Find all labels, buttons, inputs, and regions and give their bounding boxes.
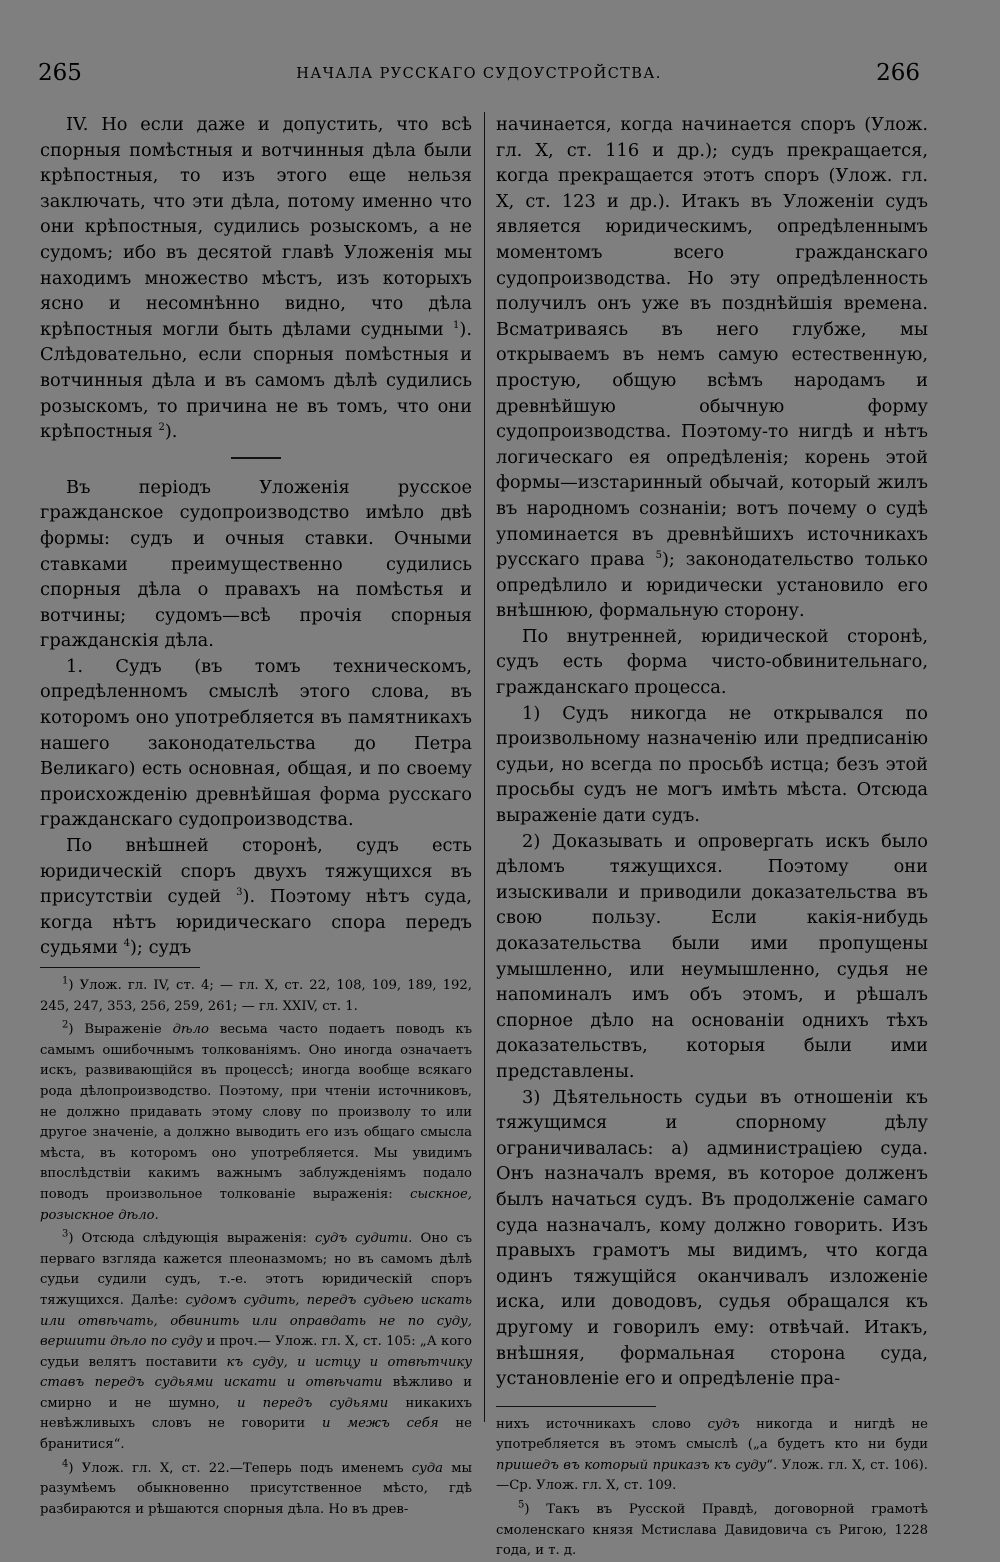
page-number-left: 265: [38, 60, 82, 86]
footnote-ref: 1: [453, 319, 460, 331]
paragraph: 3) Дѣятельность судьи въ отношеніи къ тяжущимся и спорному дѣлу ограничивалась: а) администраціею суда. Онъ назначалъ время, въ которое долженъ былъ начаться судъ. Въ продолженіе самаго суда назначалъ, кому должно говорить. Изъ правыхъ грамотъ мы видимъ, что когда одинъ тяжущійся оканчивалъ изложеніе иска, или доводовъ, судья обращался къ другому и говорилъ ему: отвѣчай. Итакъ, внѣшняя, формальная сторона суда, установленіе его и опредѣленіе пра-: [496, 1086, 928, 1390]
footnote-1: $^1$) Улож. гл. IV, ст. 4; — гл. X, ст. 22, 108, 109, 189, 192, 245, 247, 353, 256, 259, 261; — гл. XXIV, ст. 1.: [40, 975, 472, 1014]
footnote-3: $^3$) Отсюда слѣдующія выраженія: судъ судити. Оно съ перваго взгляда кажется плеоназмомъ; но въ самомъ дѣлѣ судьи судили судъ, т.-е. этотъ юридическій споръ тяжущихся. Далѣе: судомъ судить, передъ судьею искать или отвѣчать, обвинить или оправдать не по суду, вершити дѣло по суду и проч.— Улож. гл. X, ст. 105: „А кого судьи велятъ поставити къ суду, и истцу и отвѣтчику ставъ передъ судьями искати и отвѣчати вѣжливо и смирно и не шумно, и передъ судьями никакихъ невѣжливыхъ словъ не говорити и межъ себя не бранитися“.: [40, 1228, 473, 1453]
paragraph: По внѣшней сторонѣ, судъ есть юридическій споръ двухъ тяжущихся въ присутствіи судей $^3$). Поэтому нѣтъ суда, когда нѣтъ юридическаго спора передъ судьями $^4$); судъ: [40, 835, 472, 959]
paragraph: 1. Судъ (въ томъ техническомъ, опредѣленномъ смыслѣ этого слова, въ которомъ оно употребляется въ памятникахъ нашего законодательства до Петра Великаго) есть основная, общая, и по своему происхожденію древнѣйшая форма русскаго гражданскаго судопроизводства.: [40, 655, 472, 831]
paragraph-iv: IV. Но если даже и допустить, что всѣ спорныя помѣстныя и вотчинныя дѣла были крѣпостныя, то изъ этого еще нельзя заключать, что эти дѣла, потому именно что они крѣпостныя, судились розыскомъ, а не судомъ; ибо въ десятой главѣ Уложенія мы находимъ множество мѣстъ, изъ которыхъ ясно и несомнѣнно видно, что дѣла крѣпостныя могли быть дѣлами судными $^1$). Слѣдовательно, если спорныя помѣстныя и вотчинныя дѣла и въ самомъ дѣлѣ судились розыскомъ, то причина не въ томъ, что они крѣпостныя $^2$).: [40, 114, 472, 443]
running-title: НАЧАЛА РУССКАГО СУДОУСТРОЙСТВА.: [296, 66, 662, 82]
right-footnotes: [496, 1415, 928, 1562]
footnote-rule: [496, 1406, 656, 1407]
paragraph: Въ періодъ Уложенія русское гражданское судопроизводство имѣло двѣ формы: судъ и очныя ставки. Очными ставками преимущественно судились спорныя дѣла о правахъ на помѣстья и вотчины; судомъ—всѣ прочія спорныя гражданскія дѣла.: [40, 476, 472, 652]
footnote-5: $^5$) Такъ въ Русской Правдѣ, договорной грамотѣ смоленскаго князя Мстислава Давидовича съ Ригою, 1228 года, и т. д.: [496, 1499, 928, 1559]
paragraph: начинается, когда начинается споръ (Улож. гл. X, ст. 116 и др.); судъ прекращается, когда прекращается этотъ споръ (Улож. гл. X, ст. 123 и др.). Итакъ въ Уложеніи судъ является юридическимъ, опредѣленнымъ моментомъ всего гражданскаго судопроизводства. Но эту опредѣленность получилъ онъ уже въ позднѣйшія времена. Всматриваясь въ него глубже, мы открываемъ въ немъ самую естественную, простую, общую всѣмъ народамъ и древнѣйшую обычную форму судопроизводства. Поэтому-то нигдѣ и нѣтъ логическаго ея опредѣленія; корень этой формы—изстаринный обычай, который жилъ въ народномъ сознаніи; вотъ почему о судѣ упоминается въ древнѣйшихъ источникахъ русскаго права $^5$); законодательство только опредѣлило и юридически установило его внѣшнюю, формальную сторону.: [496, 114, 928, 622]
section-separator: [231, 457, 281, 459]
footnote-ref: 5: [655, 550, 662, 562]
footnote-ref: 4: [123, 938, 130, 950]
paragraph: По внутренней, юридической сторонѣ, судъ есть форма чисто-обвинительнаго, гражданскаго процесса.: [496, 625, 928, 699]
left-body: [40, 112, 472, 961]
left-column: [40, 112, 473, 1517]
right-body: [496, 112, 928, 1392]
footnote-2: $^2$) Выраженіе дѣло весьма часто подаетъ поводъ къ самымъ ошибочнымъ толкованіямъ. Оно иногда означаетъ искъ, развивающійся въ процессѣ; иногда вообще всякаго рода дѣлопроизводство. Поэтому, при чтеніи источниковъ, не должно придавать этому слову по произволу то или другое значеніе, а должно выводить его изъ общаго смысла мѣста, въ которомъ оно употребляется. Мы увидимъ впослѣдствіи какимъ важнымъ заблужденіямъ подало поводъ произвольное толкованіе выраженія: сыскное, розыскное дѣло.: [40, 1019, 472, 1223]
footnote-ref: 3: [236, 887, 243, 899]
running-header: [38, 60, 920, 92]
left-footnotes: [40, 976, 472, 1520]
footnote-ref: 2: [158, 422, 165, 434]
page-number-right: 266: [876, 60, 920, 86]
footnote-rule: [40, 967, 200, 968]
paragraph: 1) Судъ никогда не открывался по произвольному назначенію или предписанію судьи, но всегда по просьбѣ истца; безъ этой просьбы судъ не могъ имѣть мѣста. Отсюда выраженіе дати судъ.: [496, 702, 928, 827]
column-divider: [484, 112, 485, 1422]
paragraph: 2) Доказывать и опровергать искъ было дѣломъ тяжущихся. Поэтому они изыскивали и приводили доказательства въ свою пользу. Если какія-нибудь доказательства были ими пропущены умышленно, или неумышленно, судья не напоминалъ имъ объ этомъ, и рѣшалъ спорное дѣло на основаніи однихъ тѣхъ доказательствъ, которыя были ими представлены.: [496, 830, 928, 1082]
footnote-4: $^4$) Улож. гл. X, ст. 22.—Теперь подъ именемъ суда мы разумѣемъ обыкновенно присутственное мѣсто, гдѣ разбираются и рѣшаются спорныя дѣла. Но въ древ-: [40, 1458, 472, 1517]
footnote-4-continued: нихъ источникахъ слово судъ никогда и нигдѣ не употребляется въ этомъ смыслѣ („а будетъ кто ни буди пришедъ въ который приказъ къ суду“. Улож. гл. X, ст. 106).—Ср. Улож. гл. X, ст. 109.: [496, 1416, 928, 1494]
right-column: [496, 112, 928, 1559]
